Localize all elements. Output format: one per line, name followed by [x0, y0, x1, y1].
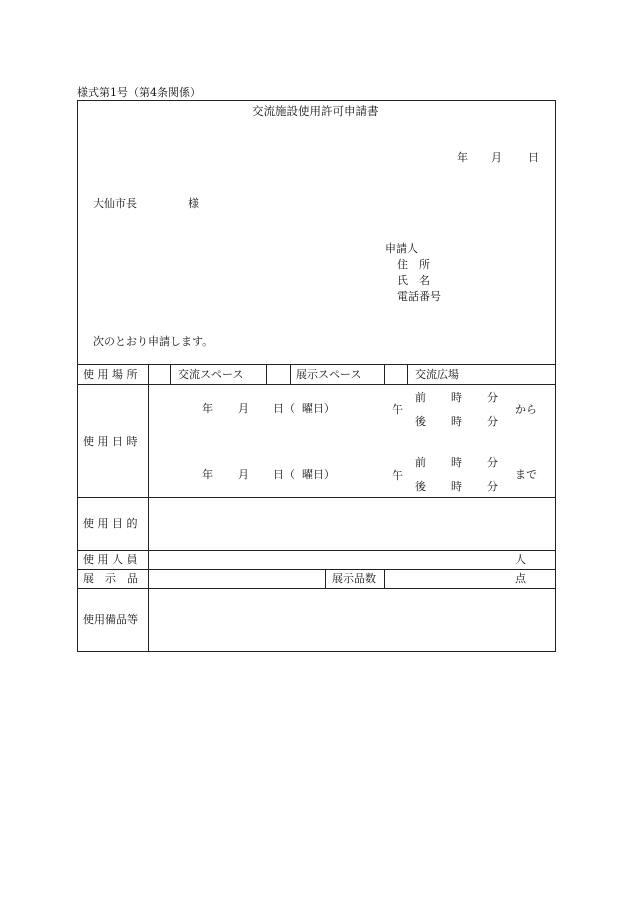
- start-am-hour: 時: [451, 391, 462, 404]
- place-option-exhibit-space: 展示スペース: [296, 368, 362, 381]
- start-am: 前: [415, 391, 426, 404]
- exhibit-count-unit: 点: [515, 572, 526, 585]
- form-number: 様式第1号（第4条関係）: [77, 86, 201, 99]
- end-month: 月: [238, 468, 249, 481]
- addressee-name: 大仙市長: [93, 197, 137, 210]
- datetime-label: 使 用 日 時: [83, 435, 138, 448]
- applicant-heading: 申請人: [385, 242, 418, 255]
- start-day: 日（: [273, 402, 295, 415]
- start-pm-minute: 分: [487, 415, 498, 428]
- exhibits-label: 展 示 品: [83, 572, 138, 585]
- applicant-name-label: 氏 名: [397, 274, 430, 287]
- form-title: 交流施設使用許可申請書: [252, 104, 379, 118]
- start-month: 月: [238, 402, 249, 415]
- exhibit-count-label: 展示品数: [332, 572, 376, 585]
- start-from: から: [515, 403, 537, 416]
- row-divider: [77, 384, 556, 385]
- place-option-exchange-space: 交流スペース: [178, 368, 244, 381]
- end-noon: 午: [392, 469, 403, 482]
- end-pm: 後: [415, 480, 426, 493]
- end-year: 年: [202, 468, 213, 481]
- purpose-label: 使 用 目 的: [83, 517, 138, 530]
- applicant-phone-label: 電話番号: [397, 290, 441, 303]
- row-divider: [77, 550, 556, 551]
- label-column-divider: [148, 364, 149, 652]
- form-header-box: [77, 100, 556, 365]
- checkbox-divider: [384, 364, 385, 384]
- end-pm-hour: 時: [451, 480, 462, 493]
- start-year: 年: [202, 402, 213, 415]
- start-noon: 午: [392, 403, 403, 416]
- addressee-honorific: 様: [188, 197, 199, 210]
- intro-text: 次のとおり申請します。: [93, 335, 214, 348]
- start-pm-hour: 時: [451, 415, 462, 428]
- start-weekday: 曜日）: [302, 402, 335, 415]
- end-day: 日（: [273, 468, 295, 481]
- row-divider: [77, 588, 556, 589]
- start-pm: 後: [415, 415, 426, 428]
- exhibit-count-divider: [384, 569, 385, 588]
- end-am: 前: [415, 456, 426, 469]
- checkbox-divider: [407, 364, 408, 384]
- date-month-label: 月: [491, 151, 502, 164]
- checkbox-divider: [290, 364, 291, 384]
- people-unit: 人: [515, 553, 526, 566]
- applicant-address-label: 住 所: [397, 258, 430, 271]
- people-label: 使 用 人 員: [83, 553, 138, 566]
- end-am-minute: 分: [487, 456, 498, 469]
- place-option-plaza: 交流広場: [415, 368, 459, 381]
- equipment-label: 使用備品等: [83, 613, 138, 626]
- start-am-minute: 分: [487, 391, 498, 404]
- end-pm-minute: 分: [487, 480, 498, 493]
- date-year-label: 年: [457, 151, 468, 164]
- end-until: まで: [515, 468, 537, 481]
- exhibit-count-divider: [325, 569, 326, 588]
- row-divider: [77, 569, 556, 570]
- checkbox-divider: [266, 364, 267, 384]
- end-weekday: 曜日）: [302, 468, 335, 481]
- end-am-hour: 時: [451, 456, 462, 469]
- checkbox-divider: [170, 364, 171, 384]
- place-label: 使 用 場 所: [83, 368, 138, 381]
- row-divider: [77, 497, 556, 498]
- date-day-label: 日: [528, 151, 539, 164]
